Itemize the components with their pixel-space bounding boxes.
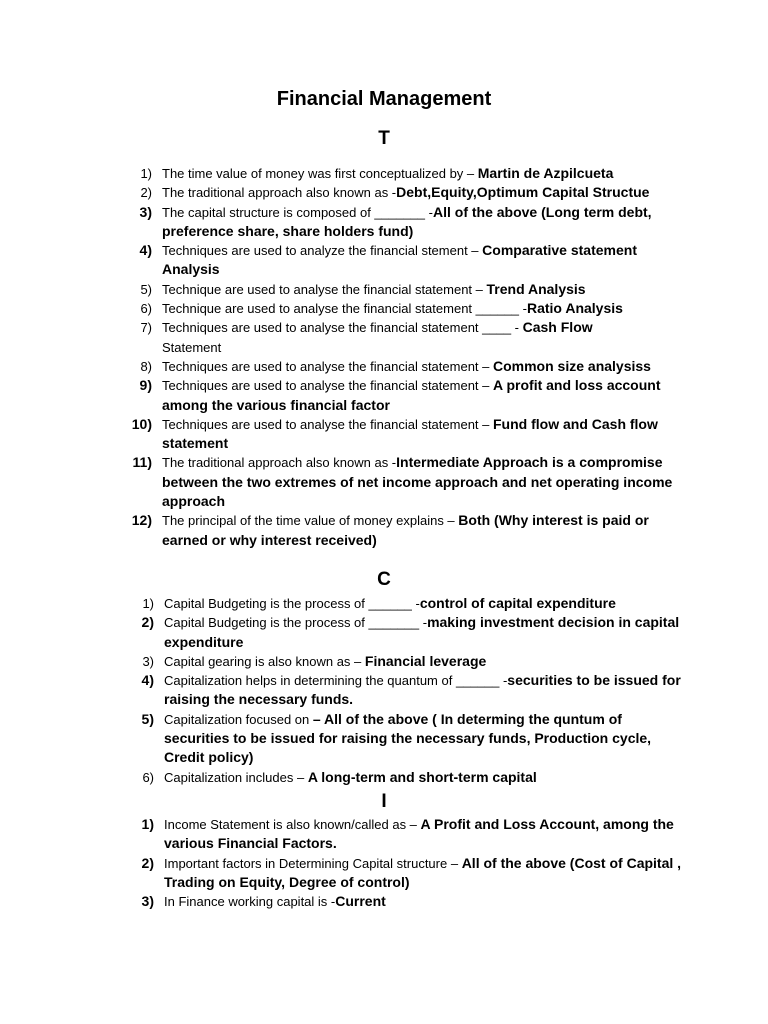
answer-text: Martin de Azpilcueta [477,165,614,181]
list-item [0,299,768,318]
item-number: 8) [140,358,152,374]
list-item [0,768,768,787]
item-number: 3) [139,203,152,220]
list-item [0,318,768,357]
question-text: The traditional approach also known as - [162,455,397,471]
list-item [0,183,768,202]
answer-text: A long-term and short-term capital [307,768,537,785]
item-number: 5) [141,710,154,727]
answer-text: All of the above (Cost of Capital , Trading on Equity, Degree of control) [164,854,682,890]
question-text: The principal of the time value of money explains – [162,513,459,529]
list-item [0,854,768,893]
question-text: Capital gearing is also known as – [164,653,365,669]
list-item [0,376,768,415]
item-number: 4) [141,672,154,689]
list-item [0,710,768,768]
question-text: In Finance working capital is - [164,894,336,910]
answer-text: control of capital expenditure [419,595,616,611]
answer-text: Ratio Analysis [526,300,623,317]
question-text: Important factors in Determining Capital structure – [164,855,462,871]
item-number: 9) [139,377,152,394]
item-number: 12) [131,512,152,529]
question-text: The capital structure is composed of _______ - [162,204,433,220]
answer-text: Debt,Equity,Optimum Capital Structue [396,184,650,201]
answer-text: – All of the above ( In determing the quntum of securities to be issued for raising the necessary funds, Production cycle, Credit policy) [164,710,652,766]
question-text: Capitalization helps in determining the quantum of ______ - [164,673,508,689]
list-item [0,613,768,652]
item-number: 7) [140,320,152,336]
document-title: Financial Management [276,88,492,110]
answer-text: Fund flow and Cash flow statement [162,415,658,452]
list-item [0,511,768,550]
item-number: 5) [140,281,152,297]
item-number: 3) [141,893,154,910]
question-list-i [0,815,768,911]
list-item [0,415,768,454]
answer-text: Common size analysiss [493,357,651,374]
question-text: Techniques are used to analyse the financial statement – [162,358,493,374]
item-number: 11) [132,454,152,471]
item-number: 1) [141,816,154,832]
list-item [0,815,768,854]
item-number: 10) [131,415,152,432]
item-number: 4) [139,242,152,259]
section-heading-i: I [381,791,387,812]
answer-text: making investment decision in capital expenditure [164,614,680,650]
answer-text: Both (Why interest is paid or earned or why interest received) [162,512,649,548]
item-number: 2) [141,614,154,631]
question-text: Techniques are used to analyse the financial statement – [162,416,493,432]
item-number: 1) [142,596,154,611]
answer-text: All of the above (Long term debt, preference share, share holders fund) [162,203,652,239]
list-item [0,892,768,911]
question-text: Technique are used to analyse the financial statement – [162,281,487,297]
section-heading-t: T [378,128,390,149]
answer-text: Comparative statement Analysis [162,242,637,278]
list-item [0,203,768,242]
question-text: Capital Budgeting is the process of _______ - [164,615,428,631]
answer-text: Intermediate Approach is a compromise between the two extremes of net income approach and net operating income approach [162,454,673,510]
answer-text: securities to be issued for raising the necessary funds. [164,672,681,708]
question-text: Capitalization focused on [164,711,313,727]
question-text: Capital Budgeting is the process of ______ - [164,596,420,611]
item-number: 6) [140,301,152,317]
question-text: Techniques are used to analyse the financial statement ____ - [162,320,523,336]
list-item [0,164,768,183]
list-item [0,652,768,671]
question-text: The time value of money was first conceptualized by – [162,166,478,181]
question-text: Technique are used to analyse the financial statement ______ - [162,301,527,317]
item-number: 6) [142,769,154,785]
answer-text: A profit and loss account among the various financial factor [162,377,661,413]
answer-text: A Profit and Loss Account, among the various Financial Factors. [164,816,674,852]
answer-text: Trend Analysis [486,280,586,297]
list-item [0,280,768,299]
item-number: 2) [141,854,154,871]
question-list-t [0,164,768,550]
item-number: 1) [140,166,152,181]
list-item [0,453,768,511]
question-text: Capitalization includes – [164,769,308,785]
answer-text: Current [335,893,386,910]
list-item [0,671,768,710]
list-item [0,594,768,613]
question-text-continued: Statement [162,339,222,355]
question-text: Techniques are used to analyze the financial stement – [162,243,483,259]
section-heading-c: C [377,569,391,590]
item-number: 2) [140,185,152,201]
question-list-c [0,594,768,787]
answer-text: Cash Flow [522,319,593,336]
item-number: 3) [142,653,154,669]
list-item [0,241,768,280]
list-item [0,357,768,376]
answer-text: Financial leverage [364,652,487,669]
question-text: Income Statement is also known/called as – [164,817,421,832]
question-text: Techniques are used to analyse the financial statement – [162,378,493,394]
question-text: The traditional approach also known as - [162,185,397,201]
